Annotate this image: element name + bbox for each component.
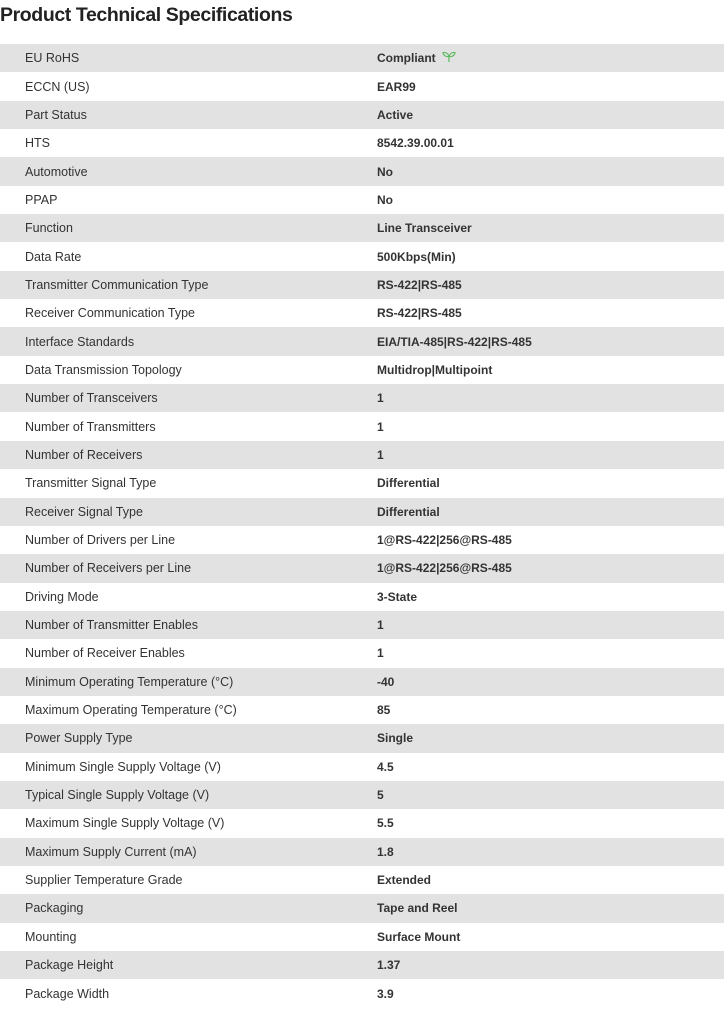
- spec-row: [0, 526, 724, 554]
- spec-value-cell: [377, 469, 724, 497]
- spec-label: Mounting: [25, 929, 77, 944]
- spec-label: Receiver Signal Type: [25, 504, 143, 519]
- spec-label: Receiver Communication Type: [25, 306, 195, 321]
- spec-value: No: [377, 192, 393, 207]
- spec-label: Data Rate: [25, 249, 82, 264]
- spec-value-cell: [377, 327, 724, 355]
- spec-value-cell: [377, 639, 724, 667]
- spec-value: 1: [377, 419, 384, 434]
- spec-value-cell: [377, 923, 724, 951]
- spec-row: [0, 157, 724, 185]
- spec-label: Transmitter Communication Type: [25, 277, 209, 292]
- spec-value: Differential: [377, 476, 440, 491]
- spec-value: Tape and Reel: [377, 901, 458, 916]
- spec-row: [0, 809, 724, 837]
- spec-value: 3.9: [377, 986, 394, 1001]
- spec-label: Transmitter Signal Type: [25, 476, 157, 491]
- spec-row: [0, 668, 724, 696]
- leaf-icon: [442, 51, 456, 63]
- spec-value-cell: [377, 866, 724, 894]
- spec-value-cell: [377, 441, 724, 469]
- spec-value-cell: [377, 979, 724, 1007]
- spec-label: Data Transmission Topology: [25, 362, 182, 377]
- spec-row: [0, 951, 724, 979]
- spec-row: [0, 838, 724, 866]
- spec-value-cell: [377, 809, 724, 837]
- spec-value-cell: [377, 724, 724, 752]
- spec-row: [0, 639, 724, 667]
- spec-label: Supplier Temperature Grade: [25, 873, 183, 888]
- spec-value-cell: [377, 101, 724, 129]
- spec-value: 4.5: [377, 759, 394, 774]
- spec-row: [0, 271, 724, 299]
- spec-label: Driving Mode: [25, 589, 99, 604]
- spec-value: 8542.39.00.01: [377, 136, 454, 151]
- spec-row: [0, 979, 724, 1007]
- spec-value-cell: [377, 526, 724, 554]
- spec-row: [0, 498, 724, 526]
- spec-label: Number of Transmitters: [25, 419, 156, 434]
- spec-label: Maximum Operating Temperature (°C): [25, 703, 237, 718]
- spec-value: EAR99: [377, 79, 416, 94]
- spec-row: [0, 441, 724, 469]
- spec-value: RS-422|RS-485: [377, 306, 462, 321]
- spec-label: PPAP: [25, 192, 58, 207]
- spec-label: Maximum Single Supply Voltage (V): [25, 816, 225, 831]
- spec-label: EU RoHS: [25, 51, 80, 66]
- spec-value-cell: [377, 498, 724, 526]
- spec-row: [0, 356, 724, 384]
- spec-label: Minimum Operating Temperature (°C): [25, 674, 234, 689]
- spec-value-cell: [377, 214, 724, 242]
- spec-value-cell: [377, 838, 724, 866]
- spec-value: Differential: [377, 504, 440, 519]
- spec-row: [0, 384, 724, 412]
- spec-value: 1.37: [377, 958, 401, 973]
- spec-value: Active: [377, 107, 414, 122]
- spec-value: 3-State: [377, 589, 418, 604]
- spec-value-cell: [377, 753, 724, 781]
- spec-row: [0, 894, 724, 922]
- spec-label: Number of Receivers: [25, 447, 143, 462]
- spec-value-cell: [377, 554, 724, 582]
- spec-value: 1: [377, 391, 384, 406]
- spec-row: [0, 923, 724, 951]
- spec-value-cell: [377, 44, 724, 72]
- spec-value-cell: [377, 72, 724, 100]
- spec-value: Single: [377, 731, 414, 746]
- spec-value: RS-422|RS-485: [377, 277, 462, 292]
- spec-row: [0, 412, 724, 440]
- spec-value-cell: [377, 129, 724, 157]
- spec-value-cell: [377, 668, 724, 696]
- spec-value-cell: [377, 696, 724, 724]
- spec-value-cell: [377, 781, 724, 809]
- spec-label: Function: [25, 221, 73, 236]
- spec-value: 1: [377, 447, 384, 462]
- spec-label: Packaging: [25, 901, 84, 916]
- spec-value-cell: [377, 157, 724, 185]
- spec-value-cell: [377, 611, 724, 639]
- spec-label: Number of Receiver Enables: [25, 646, 185, 661]
- spec-value: 5.5: [377, 816, 394, 831]
- spec-label: Number of Receivers per Line: [25, 561, 192, 576]
- spec-label: Power Supply Type: [25, 731, 133, 746]
- spec-value: Compliant: [377, 51, 436, 66]
- spec-value-cell: [377, 299, 724, 327]
- spec-value: 1@RS-422|256@RS-485: [377, 533, 512, 548]
- spec-row: [0, 696, 724, 724]
- spec-value: 1@RS-422|256@RS-485: [377, 561, 512, 576]
- spec-label: Number of Transceivers: [25, 391, 158, 406]
- spec-label: Part Status: [25, 107, 87, 122]
- spec-value: 85: [377, 703, 391, 718]
- spec-row: [0, 72, 724, 100]
- spec-row: [0, 866, 724, 894]
- spec-value-cell: [377, 951, 724, 979]
- spec-row: [0, 242, 724, 270]
- page-title: Product Technical Specifications: [0, 4, 293, 26]
- spec-value-cell: [377, 412, 724, 440]
- spec-value-cell: [377, 356, 724, 384]
- spec-label: Minimum Single Supply Voltage (V): [25, 759, 221, 774]
- spec-value-cell: [377, 894, 724, 922]
- spec-value: Multidrop|Multipoint: [377, 362, 493, 377]
- spec-label: HTS: [25, 136, 50, 151]
- spec-row: [0, 299, 724, 327]
- spec-label: Package Height: [25, 958, 114, 973]
- spec-label: Interface Standards: [25, 334, 135, 349]
- spec-row: [0, 129, 724, 157]
- spec-row: [0, 44, 724, 72]
- spec-value: No: [377, 164, 393, 179]
- spec-value: Surface Mount: [377, 929, 461, 944]
- spec-value: EIA/TIA-485|RS-422|RS-485: [377, 334, 532, 349]
- spec-value: 1: [377, 618, 384, 633]
- spec-value: 1.8: [377, 844, 394, 859]
- spec-label: Number of Drivers per Line: [25, 533, 176, 548]
- specs-table: [0, 44, 724, 1008]
- spec-row: [0, 327, 724, 355]
- spec-label: ECCN (US): [25, 79, 90, 94]
- spec-value: 1: [377, 646, 384, 661]
- spec-value: 500Kbps(Min): [377, 249, 456, 264]
- spec-value: Line Transceiver: [377, 221, 472, 236]
- spec-value-cell: [377, 271, 724, 299]
- spec-row: [0, 724, 724, 752]
- spec-row: [0, 101, 724, 129]
- spec-value: Extended: [377, 873, 432, 888]
- spec-label: Number of Transmitter Enables: [25, 618, 198, 633]
- spec-value-cell: [377, 186, 724, 214]
- spec-row: [0, 186, 724, 214]
- spec-label: Typical Single Supply Voltage (V): [25, 788, 210, 803]
- spec-value-cell: [377, 384, 724, 412]
- spec-value-cell: [377, 242, 724, 270]
- spec-row: [0, 469, 724, 497]
- spec-value: -40: [377, 674, 395, 689]
- spec-row: [0, 554, 724, 582]
- spec-row: [0, 214, 724, 242]
- spec-value-cell: [377, 583, 724, 611]
- spec-row: [0, 583, 724, 611]
- spec-label: Maximum Supply Current (mA): [25, 844, 197, 859]
- spec-label: Automotive: [25, 164, 88, 179]
- spec-row: [0, 753, 724, 781]
- spec-row: [0, 611, 724, 639]
- spec-label: Package Width: [25, 986, 110, 1001]
- spec-row: [0, 781, 724, 809]
- spec-value: 5: [377, 788, 384, 803]
